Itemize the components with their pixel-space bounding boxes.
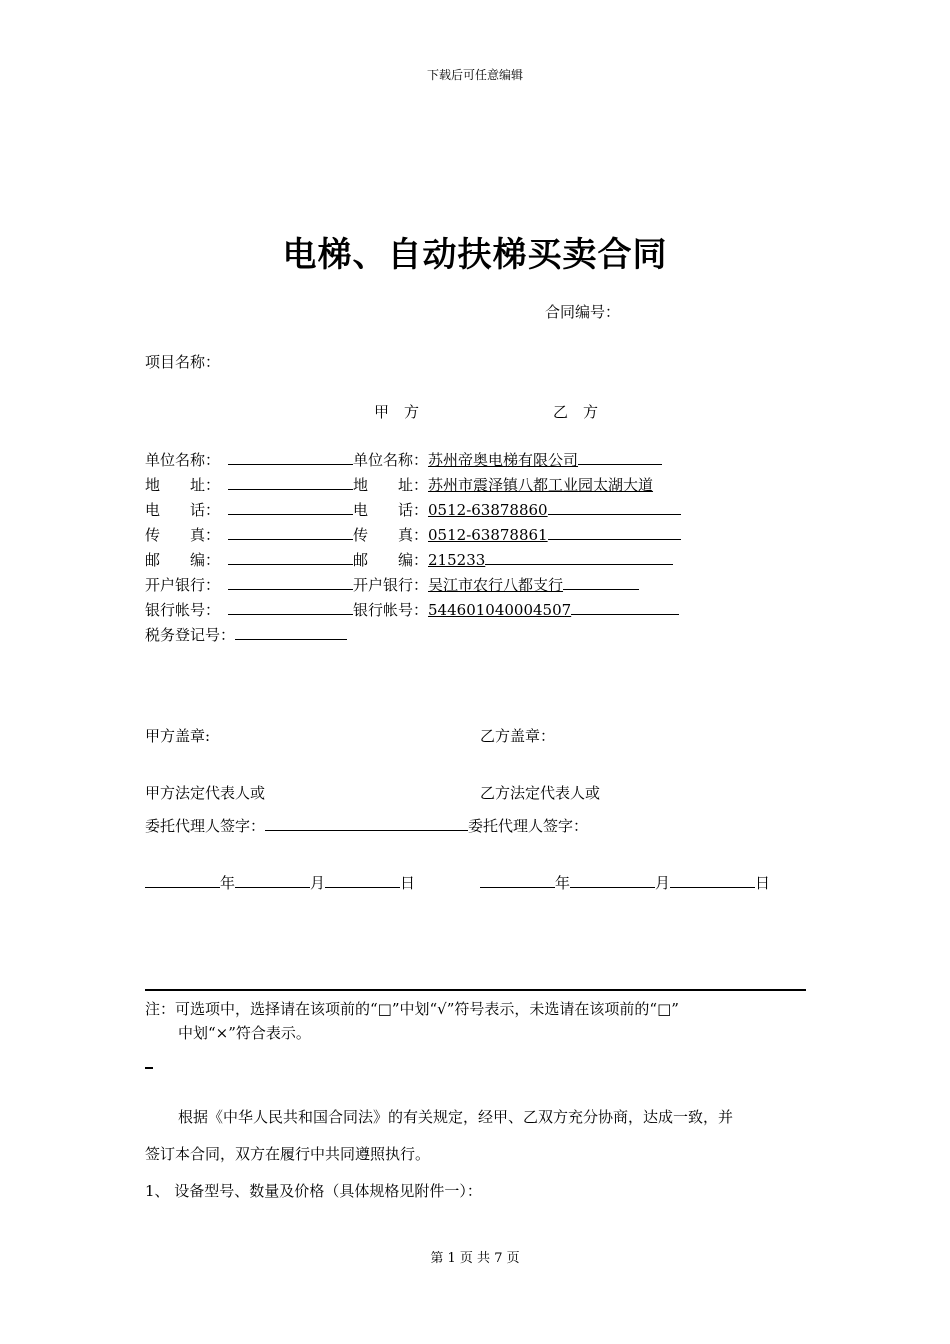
info-row-address	[145, 474, 653, 496]
party-b-trailing-line	[485, 549, 673, 565]
party-a-label: 地 址：	[145, 476, 221, 494]
party-b-value: 吴江市农行八都支行	[428, 576, 564, 594]
month-label: 月	[310, 874, 326, 892]
party-a-heading: 甲 方	[374, 403, 420, 421]
day-label: 日	[755, 874, 771, 892]
party-a-signature-row	[145, 815, 588, 837]
party-a-label: 邮 编：	[145, 551, 221, 569]
party-b-label: 电 话：	[353, 501, 429, 519]
document-title: 电梯、自动扶梯买卖合同	[282, 235, 668, 275]
party-a-date-row	[145, 872, 415, 894]
year-label: 年	[555, 874, 571, 892]
party-a-blank[interactable]	[228, 599, 353, 615]
party-a-rep-label: 甲方法定代表人或	[145, 784, 266, 802]
page-footer: 第 1 页 共 7 页	[430, 1251, 520, 1266]
party-b-value: 苏州市震泽镇八都工业园太湖大道	[428, 476, 654, 494]
party-b-label: 传 真：	[353, 526, 429, 544]
party-a-blank[interactable]	[228, 499, 353, 515]
party-b-label: 邮 编：	[353, 551, 429, 569]
body-paragraph-line-2: 签订本合同，双方在履行中共同遵照执行。	[145, 1145, 431, 1163]
party-a-signature-label: 委托代理人签字：	[145, 817, 266, 835]
party-a-blank[interactable]	[228, 449, 353, 465]
party-a-blank[interactable]	[228, 474, 353, 490]
party-b-trailing-line	[571, 599, 679, 615]
day-blank[interactable]	[325, 872, 400, 888]
year-blank[interactable]	[480, 872, 555, 888]
party-a-seal-label: 甲方盖章:	[145, 727, 211, 745]
party-b-seal-label: 乙方盖章：	[480, 727, 556, 745]
month-label: 月	[655, 874, 671, 892]
info-row-phone	[145, 499, 681, 521]
party-b-heading: 乙 方	[553, 403, 599, 421]
party-b-value: 215233	[428, 551, 486, 569]
divider	[145, 989, 806, 991]
info-row-tax	[145, 624, 347, 646]
party-b-value: 苏州帝奥电梯有限公司	[428, 451, 579, 469]
page-header: 下载后可任意编辑	[426, 68, 523, 82]
party-b-value: 544601040004507	[428, 601, 572, 619]
day-label: 日	[400, 874, 416, 892]
party-b-label: 开户银行：	[353, 576, 429, 594]
info-row-bank	[145, 574, 639, 596]
party-b-trailing-line	[563, 574, 639, 590]
day-blank[interactable]	[670, 872, 755, 888]
contract-number-label: 合同编号：	[545, 303, 621, 321]
party-b-value: 0512-63878860	[428, 501, 548, 519]
party-b-rep-label: 乙方法定代表人或	[480, 784, 601, 802]
party-a-label: 传 真：	[145, 526, 221, 544]
short-dash	[145, 1067, 153, 1069]
party-a-label: 银行帐号：	[145, 601, 221, 619]
party-a-blank[interactable]	[228, 574, 353, 590]
party-a-signature-blank[interactable]	[265, 815, 468, 831]
party-a-label: 开户银行：	[145, 576, 221, 594]
party-a-label: 电 话：	[145, 501, 221, 519]
body-paragraph-line-1: 根据《中华人民共和国合同法》的有关规定，经甲、乙双方充分协商，达成一致，并	[178, 1108, 734, 1126]
month-blank[interactable]	[235, 872, 310, 888]
note-line-1: 注：可选项中，选择请在该项前的“□”中划“√”符号表示，未选请在该项前的“□”	[145, 1000, 679, 1018]
tax-registration-label: 税务登记号：	[145, 626, 236, 644]
party-b-label: 银行帐号：	[353, 601, 429, 619]
year-label: 年	[220, 874, 236, 892]
tax-registration-blank[interactable]	[235, 624, 347, 640]
party-b-signature-label: 委托代理人签字：	[468, 817, 589, 835]
info-row-postcode	[145, 549, 673, 571]
party-b-value: 0512-63878861	[428, 526, 548, 544]
info-row-company	[145, 449, 662, 471]
note-line-2: 中划“×”符合表示。	[178, 1024, 311, 1042]
party-b-date-row	[480, 872, 770, 894]
info-row-fax	[145, 524, 681, 546]
party-b-label: 地 址：	[353, 476, 429, 494]
party-b-trailing-line	[548, 499, 681, 515]
party-b-trailing-line	[548, 524, 681, 540]
info-row-account	[145, 599, 679, 621]
party-b-label: 单位名称：	[353, 451, 429, 469]
project-name-label: 项目名称：	[145, 353, 221, 371]
party-a-blank[interactable]	[228, 524, 353, 540]
month-blank[interactable]	[570, 872, 655, 888]
party-a-blank[interactable]	[228, 549, 353, 565]
party-a-label: 单位名称：	[145, 451, 221, 469]
year-blank[interactable]	[145, 872, 220, 888]
party-b-trailing-line	[578, 449, 662, 465]
section-1-heading: 1、 设备型号、数量及价格（具体规格见附件一）：	[145, 1182, 482, 1200]
